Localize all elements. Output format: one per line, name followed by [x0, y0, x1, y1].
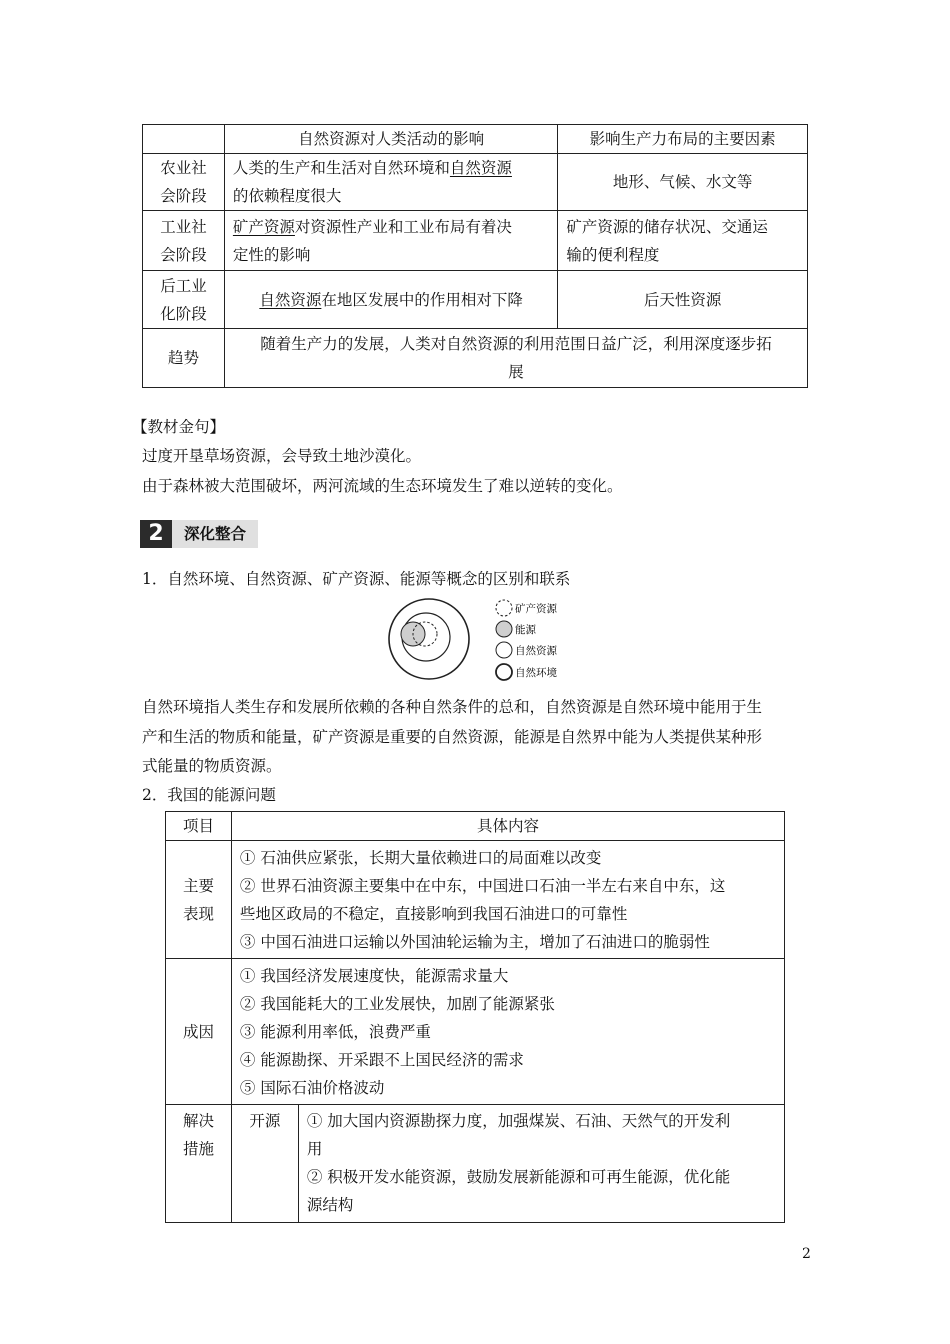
- header-impact: 自然资源对人类活动的影响: [224, 125, 557, 154]
- stage-industrial: 工业社 会阶段: [143, 211, 225, 271]
- item1-title: 1．自然环境、自然资源、矿产资源、能源等概念的区别和联系: [142, 570, 571, 588]
- header-empty-cell: [143, 125, 225, 154]
- cause-item: ④ 能源勘探、开采跟不上国民经济的需求: [239, 1050, 524, 1069]
- energy-issues-table: [165, 811, 785, 1223]
- cause-item: ③ 能源利用率低，浪费严重: [239, 1022, 431, 1041]
- main-item: 些地区政局的不稳定，直接影响到我国石油进口的可靠性: [239, 904, 628, 923]
- factor-industrial: 矿产资源的储存状况、交通运 输的便利程度: [558, 211, 808, 271]
- impact-industrial: 矿产资源对资源性产业和工业布局有着决 定性的影响: [224, 211, 557, 271]
- legend-environment: 自然环境: [515, 667, 557, 679]
- main-item: ③ 中国石油进口运输以外国油轮运输为主，增加了石油进口的脆弱性: [239, 932, 710, 951]
- golden-title: 【教材金句】: [132, 418, 226, 436]
- legend-mineral: 矿产资源: [515, 603, 557, 615]
- trend-label: 趋势: [143, 329, 225, 388]
- concept-diagram: [384, 596, 570, 686]
- header-item: 项目: [166, 812, 232, 841]
- item2-title: 2．我国的能源问题: [142, 786, 276, 804]
- main-item: ② 世界石油资源主要集中在中东，中国进口石油一半左右来自中东，这: [239, 876, 726, 895]
- main-content: [231, 841, 784, 959]
- legend-mineral-swatch: [496, 600, 512, 616]
- open-label: 开源: [231, 1105, 298, 1223]
- open-item: ① 加大国内资源勘探力度，加强煤炭、石油、天然气的开发利: [306, 1112, 731, 1130]
- legend-energy: 能源: [515, 624, 536, 636]
- cause-label: 成因: [166, 959, 232, 1105]
- stage-agri: 农业社 会阶段: [143, 154, 225, 211]
- legend-energy-swatch: [496, 621, 512, 637]
- golden-line-2: 由于森林被大范围破坏，两河流域的生态环境发生了难以逆转的变化。: [142, 477, 623, 495]
- cause-item: ① 我国经济发展速度快，能源需求量大: [239, 966, 509, 985]
- golden-line-1: 过度开垦草场资源，会导致土地沙漠化。: [142, 447, 422, 465]
- main-item: ① 石油供应紧张，长期大量依赖进口的局面难以改变: [239, 848, 602, 867]
- cause-item: ② 我国能耗大的工业发展快，加剧了能源紧张: [239, 994, 555, 1013]
- legend-environment-swatch: [496, 664, 512, 680]
- legend-resources-swatch: [496, 642, 512, 658]
- legend-resources: 自然资源: [515, 645, 557, 657]
- cause-item: ⑤ 国际石油价格波动: [239, 1078, 385, 1097]
- impact-postindustrial: 自然资源在地区发展中的作用相对下降: [224, 271, 557, 329]
- header-content: 具体内容: [231, 812, 784, 841]
- open-item: 用: [306, 1140, 323, 1158]
- stage-postindustrial: 后工业 化阶段: [143, 271, 225, 329]
- impact-agri: 人类的生产和生活对自然环境和自然资源 的依赖程度很大: [224, 154, 557, 211]
- natural-environment-circle: [389, 599, 469, 679]
- page-number: 2: [802, 1246, 811, 1262]
- cause-content: [231, 959, 784, 1105]
- factor-agri: 地形、气候、水文等: [558, 154, 808, 211]
- item1-para-3: 式能量的物质资源。: [142, 757, 282, 775]
- main-label: 主要 表现: [166, 841, 232, 959]
- stages-table: [142, 124, 808, 388]
- solution-label: 解决 措施: [166, 1105, 232, 1223]
- item1-para-1: 自然环境指人类生存和发展所依赖的各种自然条件的总和，自然资源是自然环境中能用于生: [142, 698, 763, 716]
- open-content: [298, 1105, 784, 1223]
- item1-para-2: 产和生活的物质和能量，矿产资源是重要的自然资源，能源是自然界中能为人类提供某种形: [142, 728, 763, 746]
- factor-postindustrial: 后天性资源: [558, 271, 808, 329]
- section-number: 2: [140, 520, 172, 548]
- open-item: 源结构: [306, 1196, 354, 1214]
- header-factor: 影响生产力布局的主要因素: [558, 125, 808, 154]
- trend-content: 随着生产力的发展，人类对自然资源的利用范围日益广泛，利用深度逐步拓 展: [224, 329, 807, 388]
- open-item: ② 积极开发水能资源，鼓励发展新能源和可再生能源，优化能: [306, 1168, 731, 1186]
- section-title: 深化整合: [172, 520, 258, 548]
